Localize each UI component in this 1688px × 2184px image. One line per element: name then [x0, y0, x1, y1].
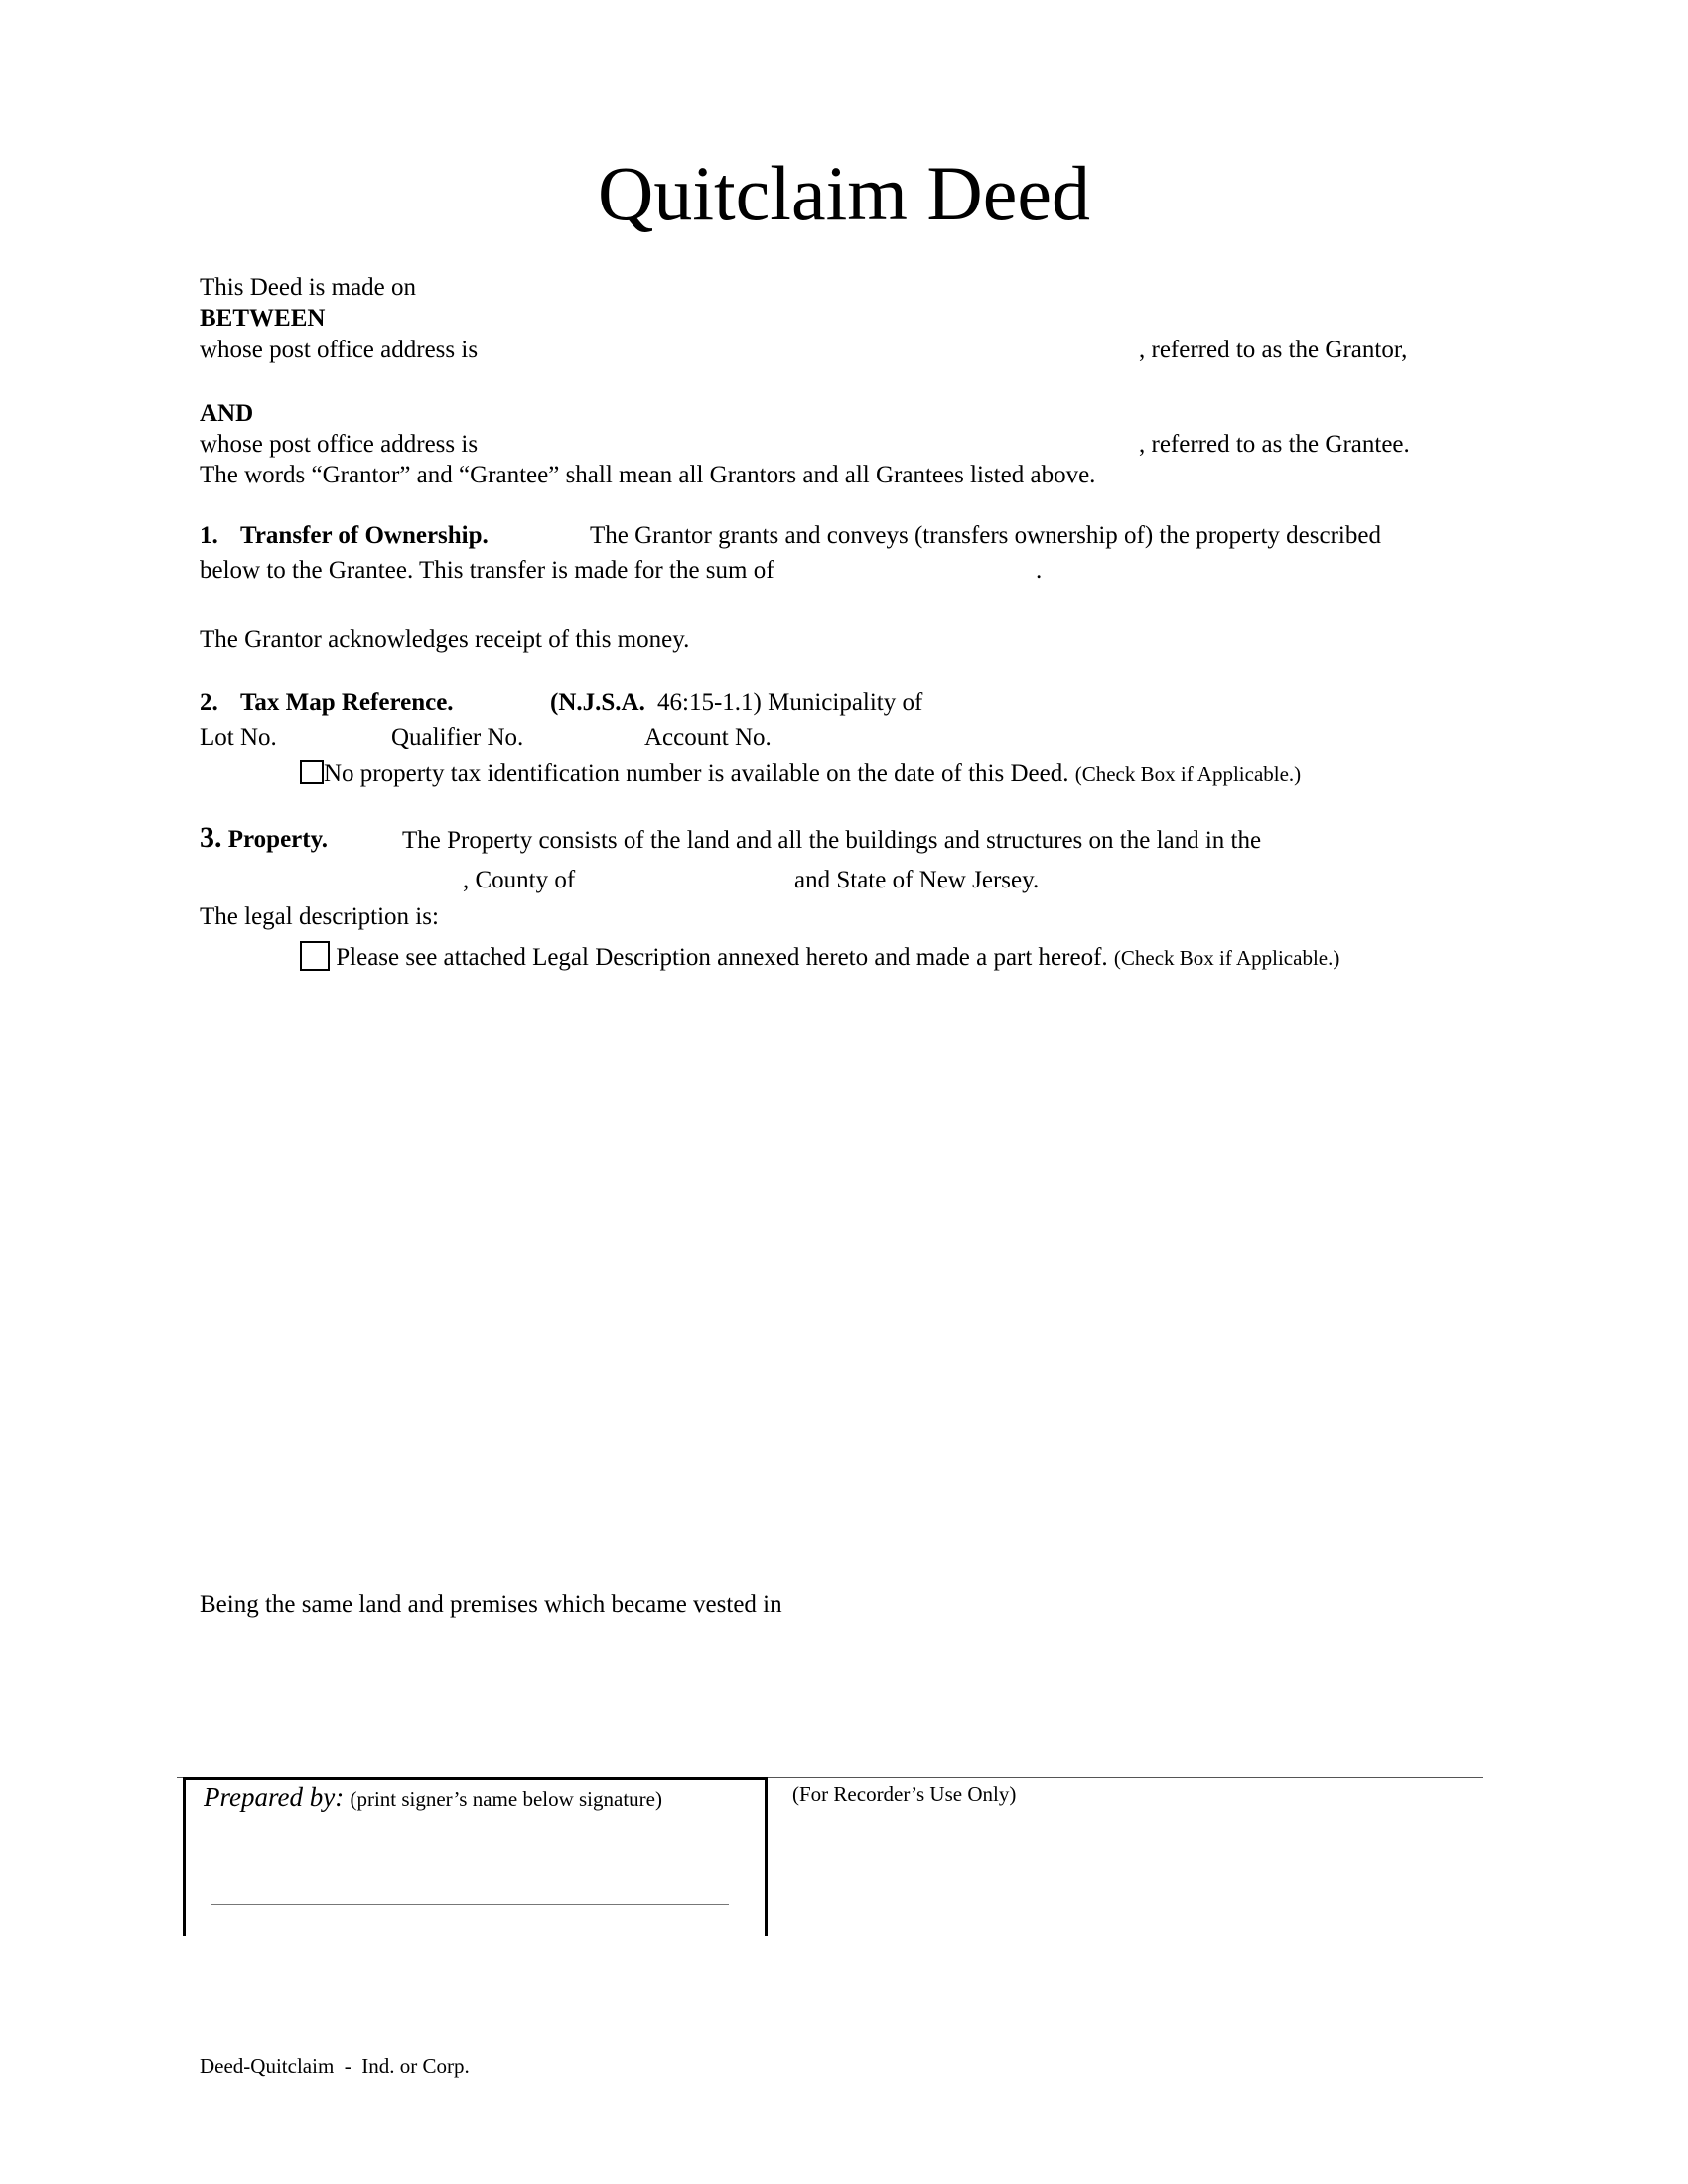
signature-line[interactable]: [211, 1904, 729, 1905]
county-label: , County of: [463, 867, 576, 893]
legal-description-row: [300, 941, 1339, 974]
qualifier-label: Qualifier No.: [391, 724, 524, 751]
prepared-by-label: Prepared by:: [204, 1782, 345, 1812]
prepared-box-left-border: [183, 1777, 186, 1936]
section2-heading: Tax Map Reference.: [240, 689, 454, 716]
lot-label: Lot No.: [200, 724, 277, 751]
prepared-by-row: [204, 1781, 662, 1815]
state-text: and State of New Jersey.: [794, 867, 1040, 893]
no-tax-id-note: (Check Box if Applicable.): [1074, 762, 1302, 786]
and-label: AND: [200, 400, 254, 427]
grantor-reference: , referred to as the Grantor,: [1139, 337, 1408, 363]
footer-form-id: Deed-Quitclaim - Ind. or Corp.: [200, 2054, 470, 2078]
legal-description-note: (Check Box if Applicable.): [1113, 946, 1340, 970]
grantor-address-label: whose post office address is: [200, 337, 479, 363]
njsa-reference: 46:15-1.1) Municipality of: [657, 689, 923, 716]
recorder-use-label: (For Recorder’s Use Only): [792, 1782, 1017, 1806]
no-tax-id-checkbox[interactable]: [300, 760, 324, 784]
section1-text-line2: below to the Grantee. This transfer is made for the sum of: [200, 557, 774, 584]
document-title: Quitclaim Deed: [598, 150, 1090, 236]
section1-heading: Transfer of Ownership.: [240, 522, 489, 549]
section1-text-line1: The Grantor grants and conveys (transfers ownership of) the property described: [590, 522, 1381, 549]
no-tax-id-row: [300, 758, 1301, 790]
section3-text-line1: The Property consists of the land and all the buildings and structures on the land in the: [402, 827, 1262, 854]
grantee-address-label: whose post office address is: [200, 431, 479, 458]
njsa-label: (N.J.S.A.: [550, 689, 645, 716]
section2-number: 2.: [200, 689, 218, 716]
account-label: Account No.: [644, 724, 772, 751]
definition-text: The words “Grantor” and “Grantee” shall mean all Grantors and all Grantees listed above.: [200, 462, 1096, 488]
prepared-box-right-border: [765, 1777, 768, 1936]
prepared-box-top-border: [183, 1777, 768, 1780]
section3-number: 3.: [200, 821, 222, 854]
legal-description-label: The legal description is:: [200, 903, 439, 930]
section1-number: 1.: [200, 522, 218, 549]
grantee-reference: , referred to as the Grantee.: [1139, 431, 1410, 458]
section3-heading-row: [200, 822, 328, 856]
no-tax-id-text: No property tax identification number is available on the date of this Deed.: [324, 760, 1069, 787]
between-label: BETWEEN: [200, 305, 326, 332]
legal-description-text: Please see attached Legal Description annexed hereto and made a part hereof.: [336, 944, 1108, 971]
made-on-text: This Deed is made on: [200, 274, 417, 301]
receipt-text: The Grantor acknowledges receipt of this money.: [200, 626, 690, 653]
section3-heading: Property.: [227, 826, 328, 853]
section1-period: .: [1036, 557, 1043, 584]
vested-text: Being the same land and premises which became vested in: [200, 1591, 782, 1618]
legal-description-checkbox[interactable]: [300, 941, 330, 971]
prepared-by-note: (print signer’s name below signature): [350, 1787, 662, 1811]
